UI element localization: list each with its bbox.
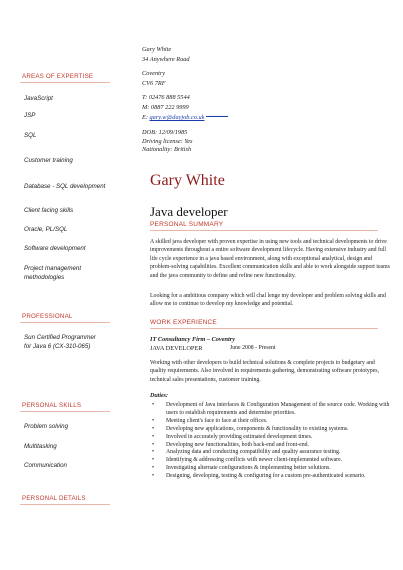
divider [150, 230, 378, 231]
skill-item: Multitasking [24, 443, 57, 450]
personal-skills-heading: PERSONAL SKILLS [22, 402, 82, 409]
summary-heading: PERSONAL SUMMARY [150, 221, 224, 228]
duty-item: • Developing new functionalities, both back-end and front-end. [150, 442, 392, 450]
divider [150, 328, 378, 329]
expertise-item: Software development [24, 245, 86, 252]
dob: DOB: 12/09/1985 [142, 129, 188, 136]
skill-item: Problem solving [24, 423, 69, 430]
expertise-item: Project management methodologies [24, 265, 82, 281]
contact-name: Gary White [142, 46, 172, 53]
candidate-name: Gary White [150, 172, 225, 189]
divider [20, 504, 110, 505]
role-description: Working with other developers to build technical solutions & complete projects to budgetary and quality requirements. Also involved in requirements gathering, demonstrating software prototypes, technical sales presentations, customer training. [150, 360, 379, 383]
company-name: IT Consultancy Firm – Coventry [150, 336, 236, 343]
expertise-item: JavaScript [24, 95, 53, 102]
expertise-heading: AREAS OF EXPERTISE [22, 73, 94, 80]
summary-paragraph: A skilled java developer with proven expertise in using new tools and technical developments to drive improvements throughout a entire software development lifecycle. Having extensive industry and full life cycle experience in a java based environment, along with exceptional analytical, design and problem-solving capabilities. Excellent communication skills and able to work alongside support teams and the java community to define and refine new functionality. [150, 239, 390, 279]
duty-item: • Analyzing data and conducting compatibility and quality assurance testing. [150, 449, 392, 457]
expertise-item: JSP [24, 112, 36, 119]
expertise-item: Database - SQL development [24, 183, 106, 190]
divider [20, 322, 110, 323]
duties-list [150, 402, 392, 481]
postcode: CV6 7RF [142, 80, 166, 87]
duty-item: • Involved in accurately providing estimated development times. [150, 434, 392, 442]
divider [20, 411, 110, 412]
expertise-item: Client facing skills [24, 207, 74, 214]
email-prefix: E: [142, 114, 148, 121]
address-line: 34 Anywhere Road [142, 56, 190, 63]
professional-heading: PROFESSIONAL [22, 313, 73, 320]
role-title: JAVA DEVELOPER [150, 345, 203, 352]
expertise-item: Oracle, PL/SQL [24, 226, 68, 233]
job-title: Java developer [150, 204, 228, 219]
contact-block [142, 45, 292, 154]
city: Coventry [142, 70, 166, 77]
duty-item: • Identifying & addressing conflicts with newer client-implemented software. [150, 457, 392, 465]
duty-item: • Developing new applications, components & functionality to existing systems. [150, 426, 392, 434]
expertise-item: Customer training [24, 157, 73, 164]
role-dates: June 2008 - Present [230, 345, 276, 351]
summary-paragraph: Looking for a ambitious company which will chal lenge my developer and problem solving skills and allow me to continue to develop my knowledge and potential. [150, 293, 386, 308]
experience-heading: WORK EXPERIENCE [150, 319, 217, 326]
telephone: T: 02476 888 5544 [142, 94, 190, 101]
duty-item: • Meeting client's face to face at their offices. [150, 418, 392, 426]
email-link[interactable]: gary.w@dayjob.co.uk [149, 114, 205, 121]
duty-item: • Investigating alternate configurations & implementing better solutions. [150, 465, 392, 473]
email-row [142, 113, 292, 123]
personal-details-heading: PERSONAL DETAILS [22, 495, 86, 502]
duty-item: • Designing, developing, testing & configuring for a custom pre-authenticated scenario. [150, 473, 392, 481]
divider [20, 82, 110, 83]
duties-label: Duties: [150, 393, 168, 399]
certification: Sun Certified Programmer for Java 6 (CX-310-065) [24, 334, 96, 350]
duty-item: • Development of Java interfaces & Configuration Management of the source code. Working with users to establish requirements and determine priorities. [150, 402, 392, 418]
skill-item: Communication [24, 462, 67, 469]
mobile: M: 0887 222 9999 [142, 104, 189, 111]
expertise-item: SQL [24, 132, 37, 139]
driving-licence: Driving license: Yes [142, 138, 193, 145]
nationality: Nationality: British [142, 146, 192, 153]
